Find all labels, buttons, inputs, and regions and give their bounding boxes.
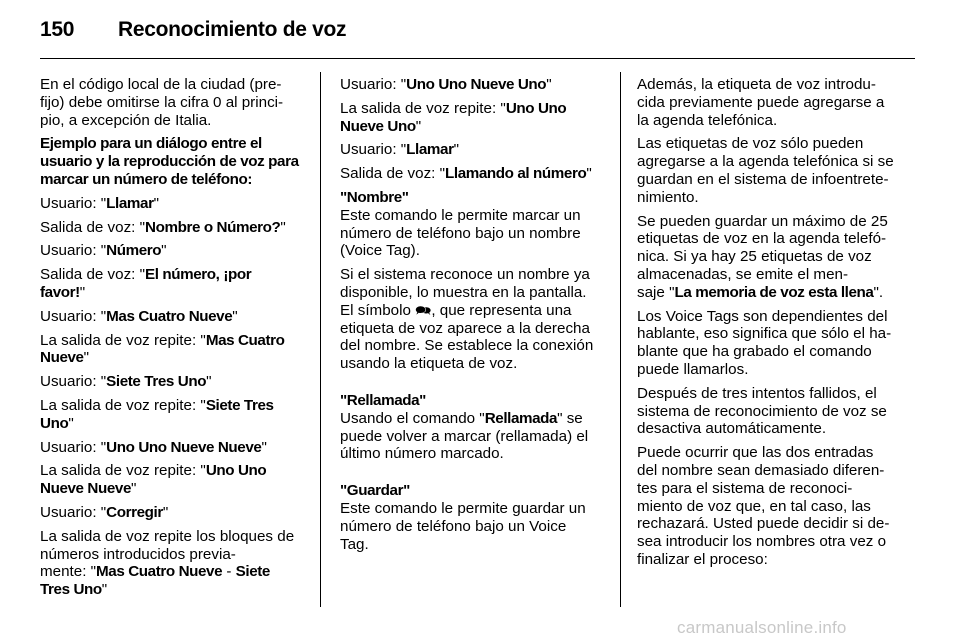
dialog-line: Usuario: "Corregir" — [40, 503, 169, 521]
nombre-heading: "Nombre" — [340, 188, 409, 206]
page-header — [0, 0, 960, 60]
dialog-line: Salida de voz: "Nombre o Número?" — [40, 218, 286, 236]
dialog-line: La salida de voz repite: "Uno Uno Nueve Uno" — [340, 99, 567, 135]
rellamada-section: "Rellamada" Usando el comando "Rellamada" se puede volver a marcar (rellamada) el último número marcado. — [340, 392, 608, 463]
dialog-line: Usuario: "Uno Uno Nueve Nueve" — [40, 438, 267, 456]
dialog-line: Usuario: "Llamar" — [340, 141, 459, 159]
intro-paragraph: En el código local de la ciudad (pre- fijo) debe omitirse la cifra 0 al princi- pio, a excepción de Italia. — [40, 76, 284, 129]
dialog-line: Salida de voz: "El número, ¡por favor!" — [40, 266, 252, 301]
column-divider-2 — [620, 72, 621, 607]
guardar-heading: "Guardar" — [340, 482, 410, 500]
watermark: carmanualsonline.info — [677, 618, 847, 637]
dialog-line: La salida de voz repite: "Uno Uno Nueve Nueve" — [40, 462, 267, 498]
page-number: 150 — [40, 18, 75, 41]
paragraph: Se pueden guardar un máximo de 25 etiquetas de voz en la agenda telefó- nica. Si ya hay 25 etiquetas de voz almacenadas, se emite el men- saje "La memoria de voz esta llena". — [637, 212, 888, 301]
dialog-line: Salida de voz: "Llamando al número" — [340, 165, 592, 183]
guardar-section: "Guardar" Este comando le permite guardar un número de teléfono bajo un Voice Tag. — [340, 482, 608, 553]
dialog-line: Usuario: "Llamar" — [40, 194, 159, 212]
dialog-line: Usuario: "Uno Uno Nueve Uno" — [340, 76, 552, 93]
paragraph: Puede ocurrir que las dos entradas del nombre sean demasiado diferen- tes para el sistema de reconoci- miento de voz que, en tal caso, las rechazará. Usted puede decidir si de- sea introducir los nombres otra vez o finalizar el proceso: — [637, 444, 890, 568]
dialog-line: Usuario: "Siete Tres Uno" — [40, 373, 212, 391]
paragraph: Las etiquetas de voz sólo pueden agregarse a la agenda telefónica si se guardan en el sistema de infoentrete- nimiento. — [637, 135, 894, 206]
dialog-line: La salida de voz repite: "Mas Cuatro Nueve" — [40, 331, 285, 367]
speech-symbol-icon: 🗪 — [415, 302, 432, 318]
nombre-section: "Nombre" Este comando le permite marcar un número de teléfono bajo un nombre (Voice Tag). — [340, 189, 608, 260]
column-1 — [40, 76, 308, 605]
paragraph: Los Voice Tags son dependientes del hablante, eso significa que sólo el ha- blante que ha grabado el comando puede llamarlos. — [637, 307, 892, 378]
page-title: Reconocimiento de voz — [118, 18, 347, 41]
nombre-paragraph: Si el sistema reconoce un nombre ya disponible, lo muestra en la pantalla. El símbolo 🗪, que representa una etiqueta de voz aparece a la derecha del nombre. Se establece la conexión usando la etiqueta de voz. — [340, 266, 594, 373]
column-2 — [340, 76, 608, 559]
example-heading: Ejemplo para un diálogo entre el usuario y la reproducción de voz para marcar un número de teléfono: — [40, 135, 299, 188]
dialog-line: Usuario: "Número" — [40, 242, 167, 260]
dialog-line: La salida de voz repite los bloques de números introducidos previa- mente: "Mas Cuatro Nueve - Siete Tres Uno" — [40, 527, 295, 599]
header-rule — [40, 58, 915, 59]
paragraph: Además, la etiqueta de voz introdu- cida previamente puede agregarse a la agenda telefónica. — [637, 76, 885, 129]
paragraph: Después de tres intentos fallidos, el sistema de reconocimiento de voz se desactiva automáticamente. — [637, 384, 887, 438]
column-divider-1 — [320, 72, 321, 607]
dialog-line: La salida de voz repite: "Siete Tres Uno" — [40, 396, 274, 432]
column-3 — [637, 76, 909, 575]
dialog-line: Usuario: "Mas Cuatro Nueve" — [40, 307, 238, 325]
rellamada-heading: "Rellamada" — [340, 391, 426, 409]
